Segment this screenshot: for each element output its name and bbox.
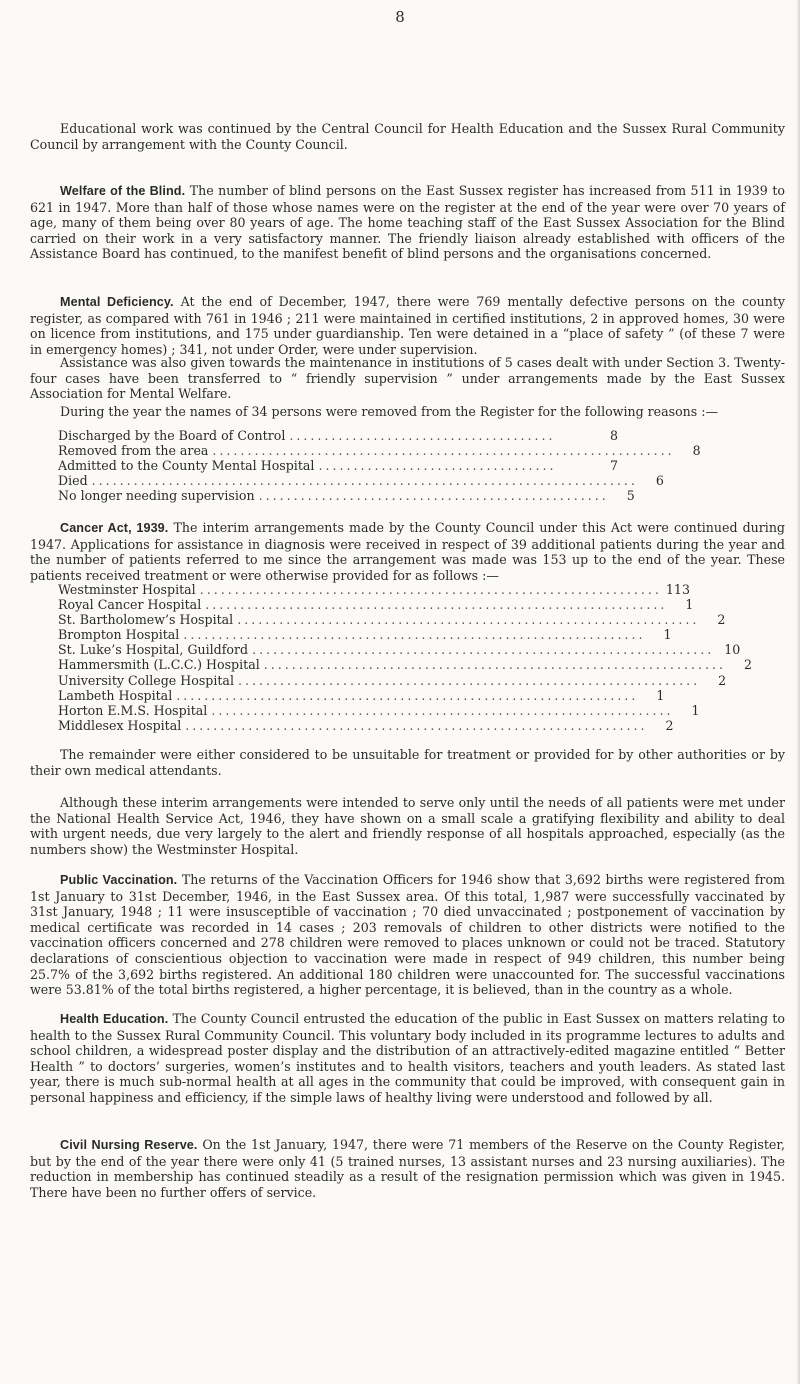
nursing-heading: Civil Nursing Reserve. (60, 1138, 198, 1152)
mental-heading: Mental Deficiency. (60, 295, 174, 309)
list-item: Lambeth Hospital .................................................................. 1 (58, 687, 665, 703)
list-item: Horton E.M.S. Hospital .................................................................. 1 (58, 702, 700, 718)
list-item: St. Bartholomew’s Hospital .................................................................. 2 (58, 612, 726, 628)
list-item: Discharged by the Board of Control ...................................... 8 (58, 428, 618, 443)
cancer-remainder-paragraph: The remainder were either considered to be unsuitable for treatment or provided for by other authorities or by their own medical attendants. (30, 747, 785, 778)
vaccination-heading: Public Vaccination. (60, 873, 178, 887)
nursing-section (30, 1137, 785, 1200)
nursing-text: On the 1st January, 1947, there were 71 members of the Reserve on the County Register, but by the end of the year there were only 41 (5 trained nurses, 13 assistant nurses and 23 nursing auxiliaries). The reduction in membership has continued steadily as a result of the resignation permission which was given in 1945. There have been no further offers of service. (30, 1137, 785, 1200)
vaccination-section (30, 872, 785, 998)
health-education-heading: Health Education. (60, 1012, 169, 1026)
list-item: Brompton Hospital .................................................................. 1 (58, 627, 672, 643)
health-education-section (30, 1011, 785, 1106)
list-item: No longer needing supervision .................................................. 5 (58, 488, 635, 504)
list-item: Royal Cancer Hospital .................................................................. 1 (58, 597, 694, 613)
list-item: St. Luke’s Hospital, Guildford .................................................................. 10 (58, 642, 741, 658)
hospitals-list (58, 582, 752, 733)
cancer-section (30, 520, 785, 583)
intro-paragraph: Educational work was continued by the Central Council for Health Education and the Sussex Rural Community Council by arrangement with the County Council. (30, 121, 785, 152)
list-item: Westminster Hospital .................................................................. 113 (58, 582, 690, 597)
blind-text: The number of blind persons on the East Sussex register has increased from 511 in 1939 to 621 in 1947. More than half of those whose names were on the register at the end of the year were over 70 years of age, many of them being over 80 years of age. The home teaching staff of the East Sussex Association for the Blind carried on their work in a very satisfactory manner. The friendly liaison already established with officers of the Assistance Board has continued, to the manifest benefit of blind persons and the organisations concerned. (30, 183, 785, 262)
mental-section (30, 294, 785, 357)
page-edge-shadow (796, 0, 800, 1384)
health-education-text: The County Council entrusted the education of the public in East Sussex on matters relating to health to the Sussex Rural Community Council. This voluntary body included in its programme lectures to adults and school children, a widespread poster display and the distribution of an attractively-edited magazine entitled “ Better Health ” to doctors’ surgeries, women’s institutes and to health visitors, teachers and youth leaders. As stated last year, there is much sub-normal health at all ages in the community that could be improved, with consequent gain in personal happiness and efficiency, if the simple laws of healthy living were understood and followed by all. (30, 1011, 785, 1105)
list-item: Removed from the area .................................................................. 8 (58, 443, 701, 459)
list-item: Hammersmith (L.C.C.) Hospital .................................................................. 2 (58, 657, 752, 673)
cancer-heading: Cancer Act, 1939. (60, 521, 169, 535)
vaccination-text: The returns of the Vaccination Officers for 1946 show that 3,692 births were registered from 1st January to 31st December, 1946, in the East Sussex area. Of this total, 1,987 were successfully vaccinated by 31st January, 1948 ; 11 were insusceptible of vaccination ; 70 died unvaccinated ; postponement of vaccination by medical certificate was recorded in 14 cases ; 203 removals of children to other districts were notified to the vaccination officers concerned and 278 children were removed to places unknown or could not be traced. Statutory declarations of conscientious objection to vaccination were made in respect of 949 children, this number being 25.7% of the 3,692 births registered. An additional 180 children were unaccounted for. The successful vaccinations were 53.81% of the total births registered, a higher percentage, it is believed, than in the country as a whole. (30, 872, 785, 998)
mental-text: At the end of December, 1947, there were 769 mentally defective persons on the county register, as compared with 761 in 1946 ; 211 were maintained in certified institutions, 2 in approved homes, 30 were on licence from institutions, and 175 under guardianship. Ten were detained in a “place of safety ” (of these 7 were in emergency homes) ; 341, not under Order, were under supervision. (30, 294, 785, 357)
page-number: 8 (395, 8, 405, 26)
list-item: Died .............................................................................. 6 (58, 473, 664, 489)
removal-reasons-list (58, 428, 701, 504)
mental-removals-intro: During the year the names of 34 persons were removed from the Register for the following reasons :— (60, 404, 719, 419)
list-item: University College Hospital .................................................................. 2 (58, 672, 727, 688)
cancer-text: The interim arrangements made by the County Council under this Act were continued during 1947. Applications for assistance in diagnosis were received in respect of 39 additional patients during the year and the number of patients referred to me since the arrangement was made was 153 up to the end of the year. These patients received treatment or were otherwise provided for as follows :— (30, 520, 785, 583)
mental-assistance-paragraph: Assistance was also given towards the maintenance in institutions of 5 cases dealt with under Section 3. Twenty-four cases have been transferred to “ friendly supervision ” under arrangements made by the East Sussex Association for Mental Welfare. (30, 355, 785, 402)
blind-section (30, 183, 785, 262)
blind-heading: Welfare of the Blind. (60, 184, 186, 198)
list-item: Admitted to the County Mental Hospital .................................. 7 (58, 458, 618, 474)
list-item: Middlesex Hospital .................................................................. 2 (58, 717, 674, 733)
cancer-although-paragraph: Although these interim arrangements were intended to serve only until the needs of all patients were met under the National Health Service Act, 1946, they have shown on a small scale a gratifying flexibility and ability to deal with urgent needs, due very largely to the alert and friendly response of all hospitals approached, especially (as the numbers show) the Westminster Hospital. (30, 795, 785, 857)
